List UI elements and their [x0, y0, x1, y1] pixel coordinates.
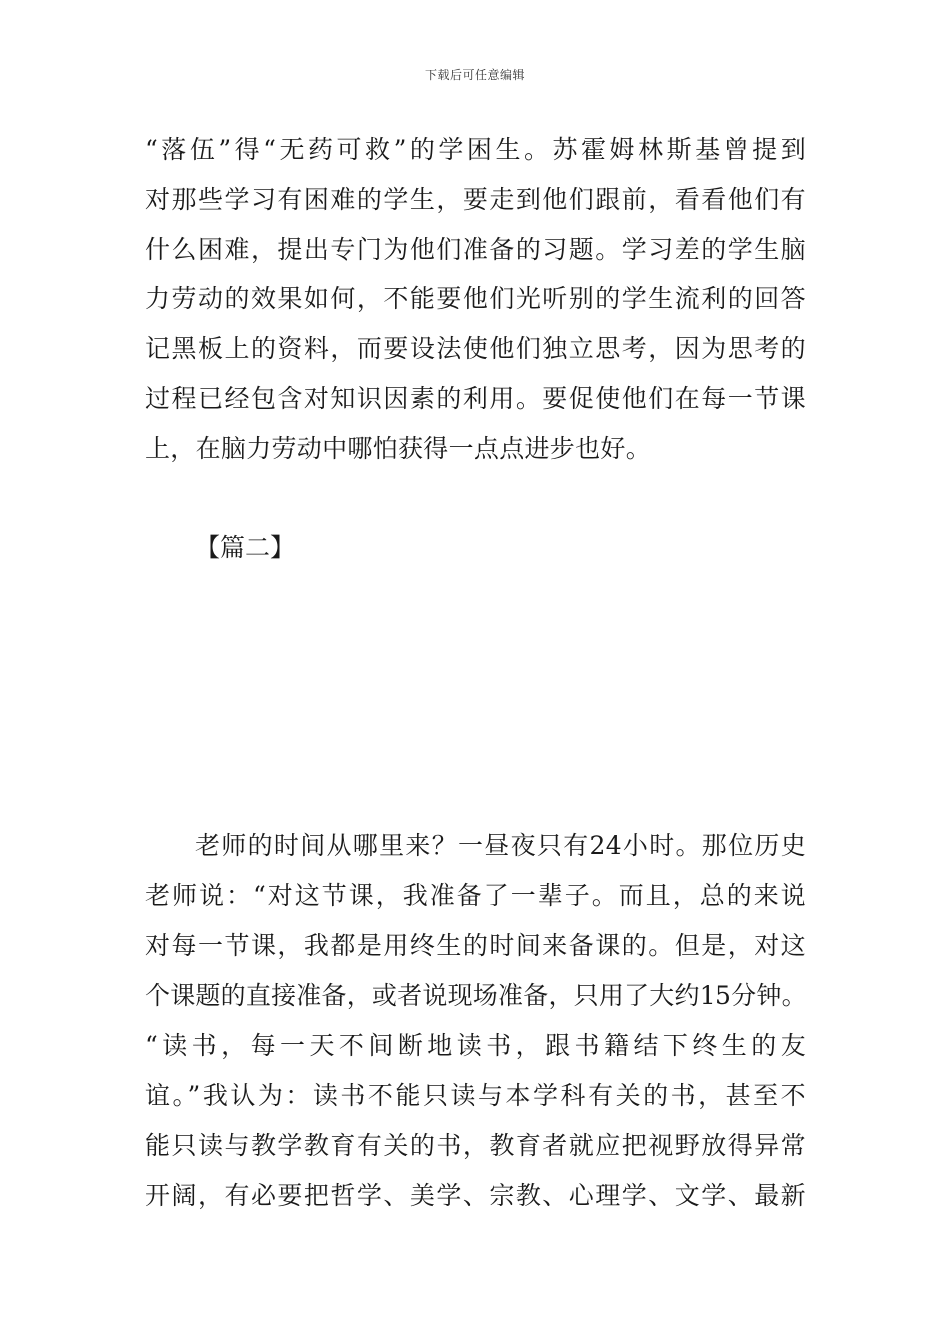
text-line: 个课题的直接准备，或者说现场准备，只用了大约15分钟。	[145, 981, 806, 1010]
text-line: 老师的时间从哪里来？一昼夜只有24小时。那位历史	[195, 831, 806, 860]
text-line: 谊。”我认为：读书不能只读与本学科有关的书，甚至不	[145, 1081, 806, 1110]
text-line: 过程已经包含对知识因素的利用。要促使他们在每一节课	[145, 384, 806, 413]
section-heading: 【篇二】	[195, 533, 296, 562]
text-line: 记黑板上的资料，而要设法使他们独立思考，因为思考的	[145, 334, 806, 363]
text-line: 上，在脑力劳动中哪怕获得一点点进步也好。	[145, 434, 652, 463]
text-line: 力劳动的效果如何，不能要他们光听别的学生流利的回答	[145, 284, 806, 313]
text-line: 什么困难，提出专门为他们准备的习题。学习差的学生脑	[145, 235, 806, 264]
text-line: “落伍”得“无药可救”的学困生。苏霍姆林斯基曾提到	[145, 135, 806, 164]
text-line: 对那些学习有困难的学生，要走到他们跟前，看看他们有	[145, 185, 806, 214]
text-line: 对每一节课，我都是用终生的时间来备课的。但是，对这	[145, 931, 806, 960]
text-line: 老师说：“对这节课，我准备了一辈子。而且，总的来说	[145, 881, 806, 910]
text-line: 能只读与教学教育有关的书，教育者就应把视野放得异常	[145, 1131, 806, 1160]
text-line: 开阔，有必要把哲学、美学、宗教、心理学、文学、最新	[145, 1181, 806, 1210]
page-header: 下载后可任意编辑	[424, 68, 525, 82]
text-line: “读书，每一天不间断地读书，跟书籍结下终生的友	[145, 1031, 806, 1060]
